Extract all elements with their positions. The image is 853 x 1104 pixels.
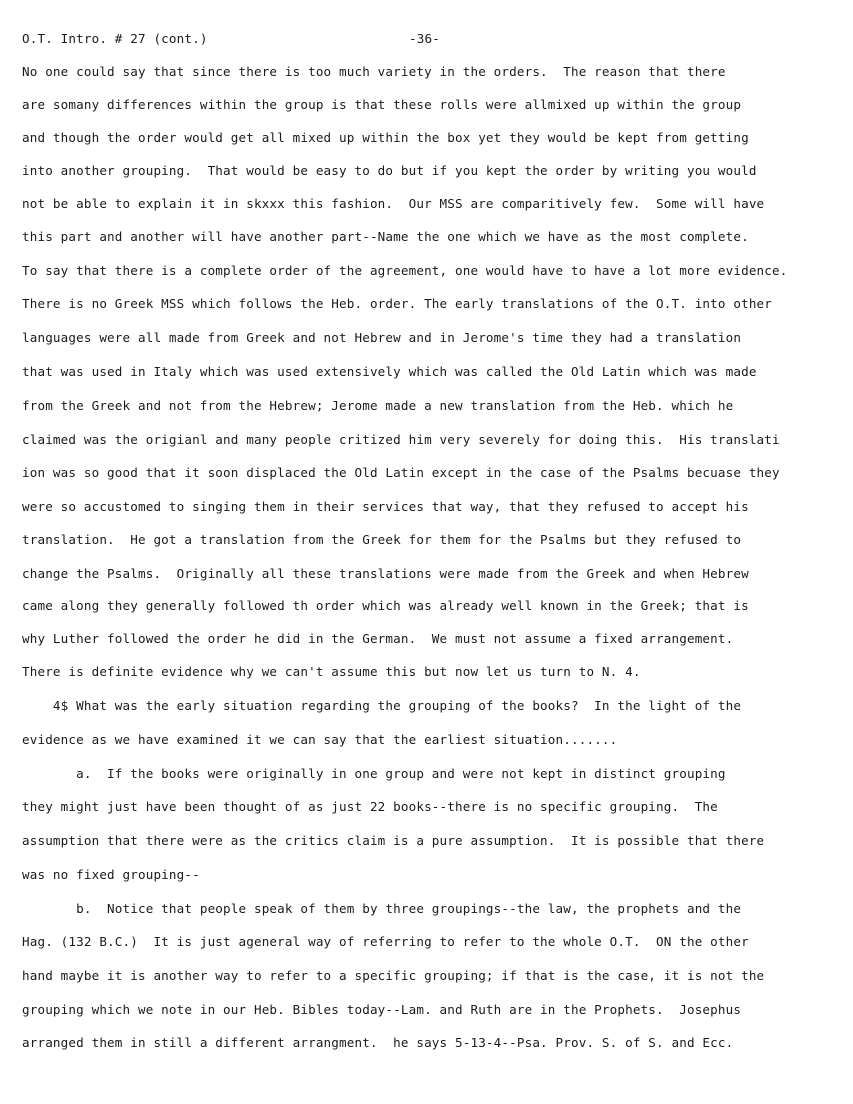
text-line: hand maybe it is another way to refer to a specific grouping; if that is the case, it is not the [22,968,765,983]
text-line: was no fixed grouping-- [22,867,200,882]
text-line: There is definite evidence why we can't assume this but now let us turn to N. 4. [22,664,641,679]
text-line: and though the order would get all mixed up within the box yet they would be kept from getting [22,130,749,145]
text-line: were so accustomed to singing them in their services that way, that they refused to accept his [22,499,749,514]
document-header-title: O.T. Intro. # 27 (cont.) [22,31,208,46]
text-line: evidence as we have examined it we can say that the earliest situation....... [22,732,618,747]
text-line: languages were all made from Greek and not Hebrew and in Jerome's time they had a translation [22,330,742,345]
text-line: There is no Greek MSS which follows the Heb. order. The early translations of the O.T. into other [22,296,773,311]
text-line: claimed was the origianl and many people critized him very severely for doing this. His translati [22,432,780,447]
text-line: from the Greek and not from the Hebrew; Jerome made a new translation from the Heb. which he [22,398,734,413]
text-line: arranged them in still a different arrangment. he says 5-13-4--Psa. Prov. S. of S. and Ecc. [22,1035,734,1050]
text-line: translation. He got a translation from the Greek for them for the Psalms but they refused to [22,532,742,547]
text-line: into another grouping. That would be easy to do but if you kept the order by writing you would [22,163,757,178]
text-line: came along they generally followed th order which was already well known in the Greek; that is [22,598,749,613]
text-line: assumption that there were as the critics claim is a pure assumption. It is possible that there [22,833,765,848]
text-line: To say that there is a complete order of the agreement, one would have to have a lot more evidence. [22,263,788,278]
text-line: that was used in Italy which was used extensively which was called the Old Latin which was made [22,364,757,379]
text-line: are somany differences within the group is that these rolls were allmixed up within the group [22,97,742,112]
text-line: this part and another will have another part--Name the one which we have as the most complete. [22,229,749,244]
text-line: why Luther followed the order he did in the German. We must not assume a fixed arrangement. [22,631,734,646]
text-line: not be able to explain it in skxxx this fashion. Our MSS are comparitively few. Some will have [22,196,765,211]
item-b-line: b. Notice that people speak of them by three groupings--the law, the prophets and the [22,901,742,916]
text-line: change the Psalms. Originally all these translations were made from the Greek and when Hebrew [22,566,749,581]
item-a-line: a. If the books were originally in one group and were not kept in distinct grouping [22,766,726,781]
text-line: ion was so good that it soon displaced the Old Latin except in the case of the Psalms becuase they [22,465,780,480]
text-line: No one could say that since there is too much variety in the orders. The reason that there [22,64,726,79]
text-line: grouping which we note in our Heb. Bibles today--Lam. and Ruth are in the Prophets. Josephus [22,1002,742,1017]
text-line: they might just have been thought of as just 22 books--there is no specific grouping. The [22,799,718,814]
text-line: Hag. (132 B.C.) It is just ageneral way of referring to refer to the whole O.T. ON the other [22,934,749,949]
page-number: -36- [409,31,440,46]
section-4-heading-line: 4$ What was the early situation regarding the grouping of the books? In the light of the [22,698,742,713]
